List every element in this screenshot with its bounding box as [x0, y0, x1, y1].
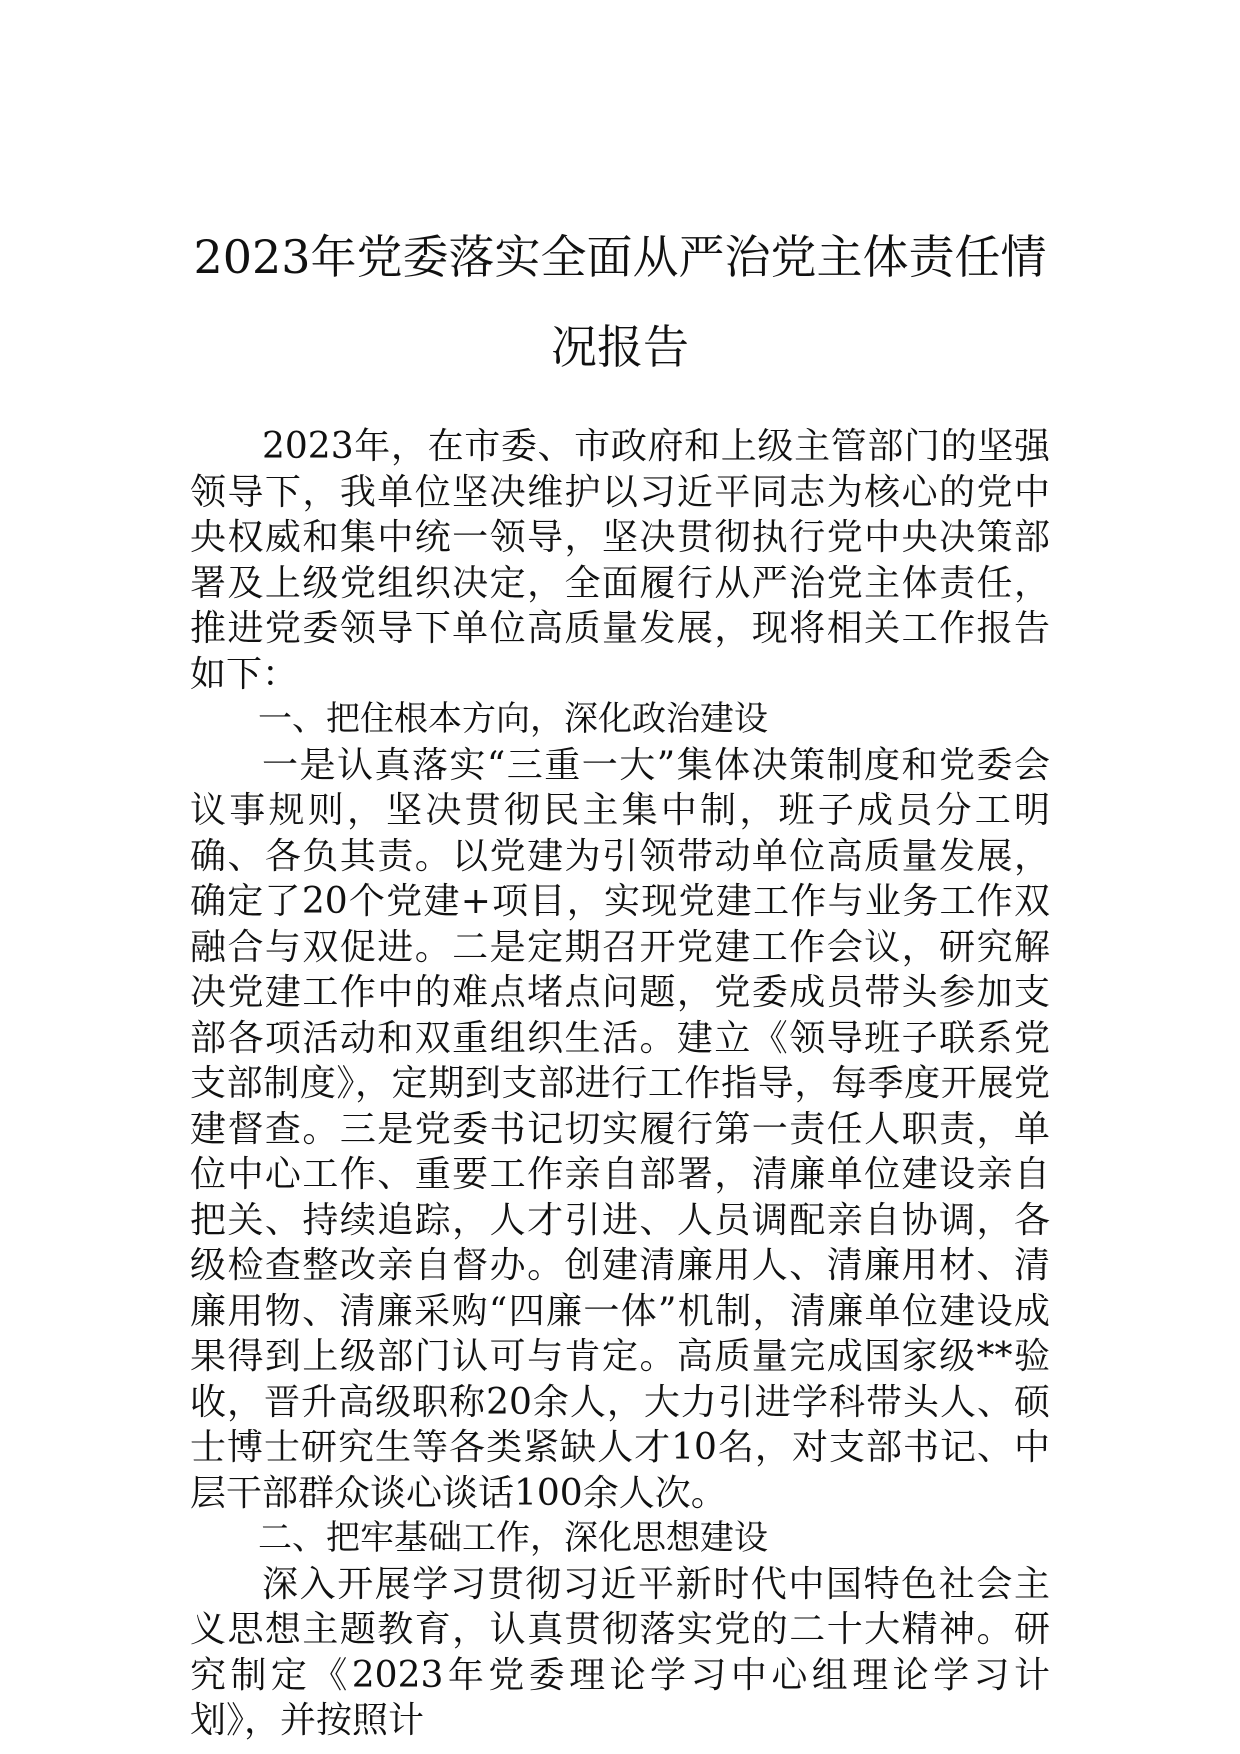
intro-paragraph: 2023年，在市委、市政府和上级主管部门的坚强领导下，我单位坚决维护以习近平同志为核心的党中央权威和集中统一领导，坚决贯彻执行党中央决策部署及上级党组织决定，全面履行从严治党主体责任，推进党委领导下单位高质量发展，现将相关工作报告如下： [190, 426, 1050, 695]
document-title: 2023年党委落实全面从严治党主体责任情况报告 [193, 230, 1047, 374]
document-body [190, 424, 1050, 1744]
section-heading-1: 一、把住根本方向，深化政治建设 [258, 699, 768, 739]
section-heading-2: 二、把牢基础工作，深化思想建设 [258, 1518, 768, 1558]
section-2-paragraph: 深入开展学习贯彻习近平新时代中国特色社会主义思想主题教育，认真贯彻落实党的二十大精神。研究制定《2023年党委理论学习中心组理论学习计划》，并按照计 [190, 1563, 1050, 1741]
section-1-paragraph: 一是认真落实“三重一大”集体决策制度和党委会议事规则，坚决贯彻民主集中制，班子成员分工明确、各负其责。以党建为引领带动单位高质量发展，确定了20个党建+项目，实现党建工作与业务工作双融合与双促进。二是定期召开党建工作会议，研究解决党建工作中的难点堵点问题，党委成员带头参加支部各项活动和双重组织生活。建立《领导班子联系党支部制度》，定期到支部进行工作指导，每季度开展党建督查。三是党委书记切实履行第一责任人职责，单位中心工作、重要工作亲自部署，清廉单位建设亲自把关、持续追踪，人才引进、人员调配亲自协调，各级检查整改亲自督办。创建清廉用人、清廉用材、清廉用物、清廉采购“四廉一体”机制，清廉单位建设成果得到上级部门认可与肯定。高质量完成国家级**验收，晋升高级职称20余人，大力引进学科带头人、硕士博士研究生等各类紧缺人才10名，对支部书记、中层干部群众谈心谈话100余人次。 [190, 744, 1050, 1514]
